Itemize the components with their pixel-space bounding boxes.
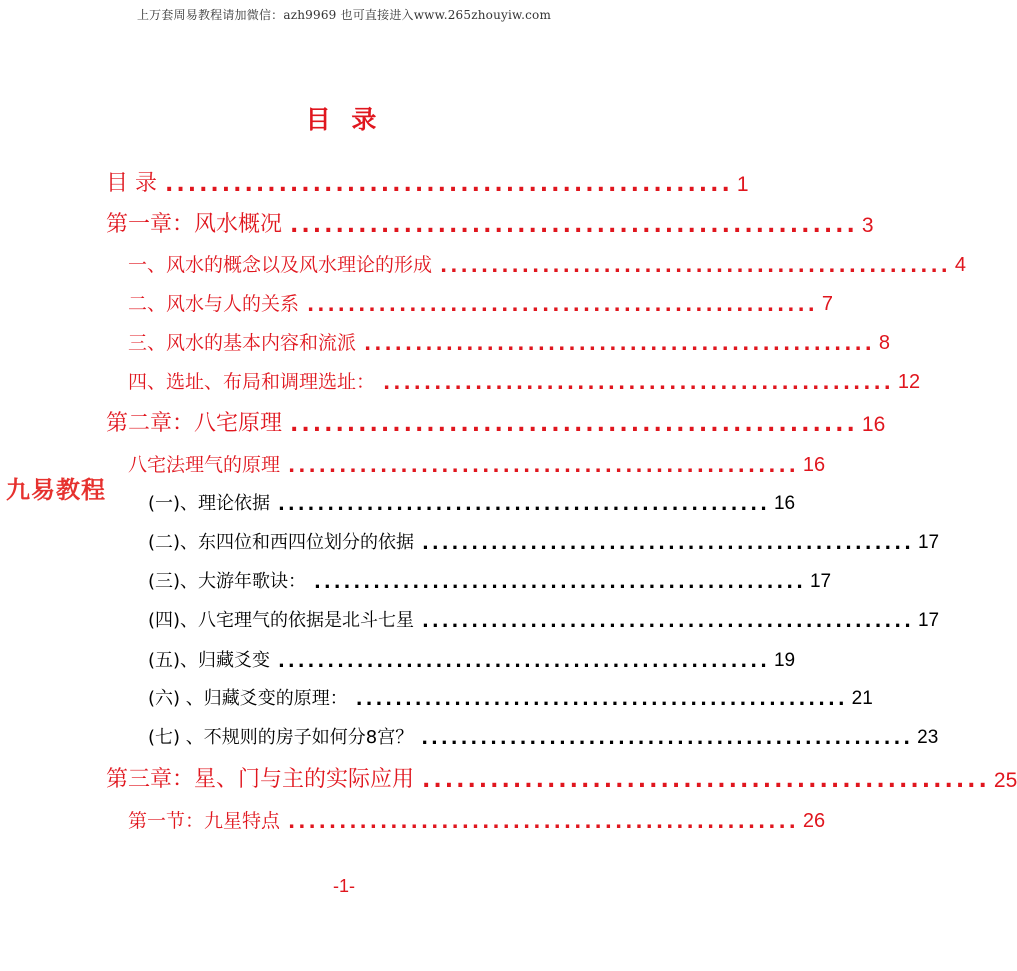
watermark-logo: 九易教程 bbox=[6, 476, 106, 504]
toc-leader-dots: .................................................. bbox=[307, 294, 818, 316]
toc-leader-dots: .................................................. bbox=[355, 689, 848, 710]
toc-entry[interactable] bbox=[128, 806, 826, 833]
toc-entry-label: (七) 、不规则的房子如何分8宫？ bbox=[148, 727, 414, 748]
toc-leader-dots: .................................................. bbox=[440, 255, 951, 277]
toc-entry-page: 23 bbox=[917, 727, 939, 748]
toc-entry-label: 三、风水的基本内容和流派 bbox=[128, 332, 357, 354]
toc-entry-page: 19 bbox=[773, 650, 796, 671]
toc-entry-page: 8 bbox=[878, 332, 891, 354]
toc-leader-dots: .................................................. bbox=[288, 455, 799, 477]
toc-entry-label: 第一节：九星特点 bbox=[128, 810, 281, 832]
toc-entry[interactable] bbox=[148, 684, 873, 710]
toc-entry-page: 3 bbox=[861, 214, 874, 237]
toc-entry-label: (一)、理论依据 bbox=[148, 493, 271, 514]
toc-entry-page: 7 bbox=[821, 293, 834, 315]
toc-entry-page: 1 bbox=[736, 173, 749, 196]
toc-entry[interactable] bbox=[128, 328, 891, 355]
toc-leader-dots: .................................................. bbox=[422, 611, 914, 632]
page-number: -1- bbox=[333, 876, 355, 896]
toc-entry-label: 第二章：八宅原理 bbox=[106, 411, 283, 436]
toc-entry[interactable] bbox=[128, 250, 967, 277]
toc-entry[interactable] bbox=[148, 528, 940, 554]
toc-entry-page: 25 bbox=[993, 769, 1017, 792]
toc-entry-label: (六) 、归藏爻变的原理： bbox=[148, 688, 348, 709]
toc-entry[interactable] bbox=[106, 762, 1017, 793]
toc-leader-dots: .................................................. bbox=[422, 768, 990, 793]
toc-entry-page: 26 bbox=[802, 810, 826, 832]
toc-entry-label: 二、风水与人的关系 bbox=[128, 293, 300, 315]
toc-leader-dots: .................................................. bbox=[422, 533, 914, 554]
toc-entry-label: (五)、归藏爻变 bbox=[148, 650, 271, 671]
toc-entry-page: 17 bbox=[809, 571, 832, 592]
toc-entry-page: 16 bbox=[802, 454, 826, 476]
toc-entry-label: (二)、东四位和西四位划分的依据 bbox=[148, 532, 415, 553]
toc-entry[interactable] bbox=[148, 489, 796, 515]
toc-entry-label: 第三章：星、门与主的实际应用 bbox=[106, 767, 415, 792]
toc-entry-page: 16 bbox=[861, 413, 886, 436]
toc-entry[interactable] bbox=[128, 367, 921, 394]
toc-entry-label: (三)、大游年歌诀： bbox=[148, 571, 307, 592]
toc-entry-page: 17 bbox=[917, 610, 940, 631]
toc-leader-dots: .................................................. bbox=[290, 213, 858, 238]
toc-leader-dots: .................................................. bbox=[165, 172, 733, 197]
toc-entry-label: 四、选址、布局和调理选址： bbox=[128, 371, 376, 393]
page-title: 目 录 bbox=[305, 105, 383, 134]
toc-entry[interactable] bbox=[148, 646, 796, 672]
toc-entry-page: 4 bbox=[954, 254, 967, 276]
toc-leader-dots: .................................................. bbox=[288, 811, 799, 833]
toc-leader-dots: .................................................. bbox=[290, 412, 858, 437]
toc-entry-label: 一、风水的概念以及风水理论的形成 bbox=[128, 254, 433, 276]
toc-entry[interactable] bbox=[128, 450, 826, 477]
toc-entry[interactable] bbox=[148, 567, 832, 593]
toc-entry[interactable] bbox=[148, 606, 940, 632]
toc-entry[interactable] bbox=[106, 207, 874, 238]
toc-leader-dots: .................................................. bbox=[278, 651, 770, 672]
toc-leader-dots: .................................................. bbox=[383, 372, 894, 394]
toc-entry[interactable] bbox=[106, 166, 749, 197]
page-header: 上万套周易教程请加微信：azh9969 也可直接进入www.265zhouyiw.com bbox=[136, 8, 552, 22]
toc-entry[interactable] bbox=[106, 406, 886, 437]
toc-leader-dots: .................................................. bbox=[314, 572, 806, 593]
toc-entry[interactable] bbox=[128, 289, 834, 316]
toc-entry-label: 八宅法理气的原理 bbox=[128, 454, 281, 476]
toc-leader-dots: .................................................. bbox=[364, 333, 875, 355]
toc-entry[interactable] bbox=[148, 723, 939, 749]
toc-entry-page: 17 bbox=[917, 532, 940, 553]
toc-leader-dots: .................................................. bbox=[421, 728, 914, 749]
toc-entry-page: 16 bbox=[773, 493, 796, 514]
toc-entry-page: 21 bbox=[851, 688, 873, 709]
toc-entry-label: 第一章：风水概况 bbox=[106, 212, 283, 237]
toc-entry-label: 目 录 bbox=[106, 171, 157, 196]
toc-entry-label: (四)、八宅理气的依据是北斗七星 bbox=[148, 610, 415, 631]
toc-entry-page: 12 bbox=[897, 371, 921, 393]
toc-leader-dots: .................................................. bbox=[278, 494, 770, 515]
